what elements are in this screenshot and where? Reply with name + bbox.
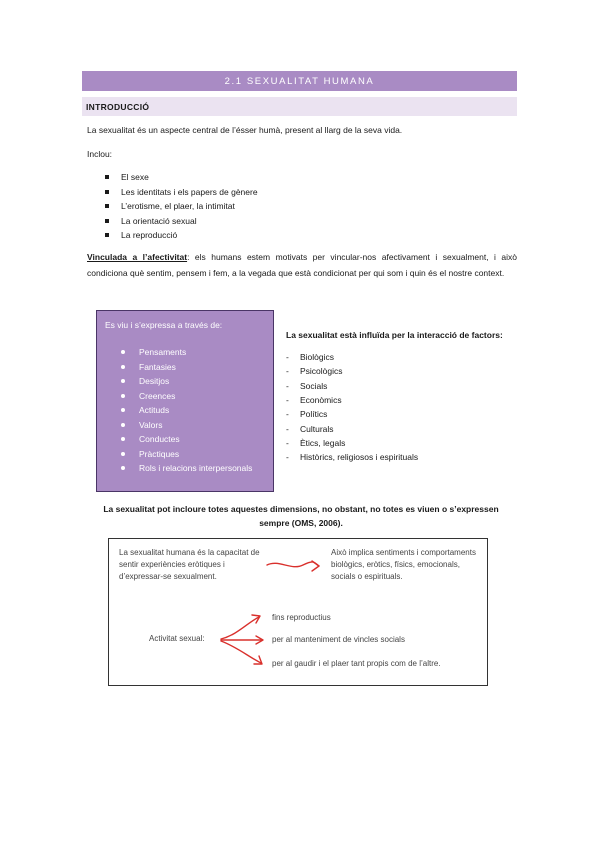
diagram-branch-2: per al manteniment de vincles socials (272, 635, 405, 644)
dash-icon: - (286, 437, 289, 448)
bullet-square-icon (105, 219, 109, 223)
bullet-dot-icon (121, 379, 125, 383)
list-item: - Psicològics (286, 366, 343, 377)
bullet-square-icon (105, 233, 109, 237)
list-item: Pràctiques (121, 447, 252, 462)
bullet-square-icon (105, 204, 109, 208)
section-title: 2.1 SEXUALITAT HUMANA (224, 75, 375, 87)
list-item: Fantasies (121, 360, 252, 375)
diagram-branch-3: per al gaudir i el plaer tant propis com de l’altre. (272, 659, 441, 668)
factors-heading: La sexualitat està influïda per la interacció de factors: (286, 330, 503, 340)
list-item: La reproducció (105, 228, 258, 243)
diagram-branch-1: fins reproductius (272, 613, 331, 622)
section-title-bar (82, 71, 517, 91)
list-item: La orientació sexual (105, 214, 258, 229)
bullet-dot-icon (121, 423, 125, 427)
dash-icon: - (286, 380, 289, 391)
diagram-activitat-label: Activitat sexual: (149, 634, 205, 643)
list-item: Les identitats i els papers de gènere (105, 185, 258, 200)
list-item: - Socials (286, 380, 328, 391)
dash-icon: - (286, 352, 289, 363)
diagram-arrows (109, 539, 489, 687)
arrow-main (267, 562, 319, 567)
bullet-dot-icon (121, 408, 125, 412)
bullet-dot-icon (121, 437, 125, 441)
list-item: Desitjos (121, 374, 252, 389)
list-item: - Biològics (286, 352, 335, 363)
list-item: Pensaments (121, 345, 252, 360)
factors-list (286, 350, 418, 464)
list-item: Creences (121, 389, 252, 404)
intro-heading-bar (82, 97, 517, 116)
arrow-branch-top (221, 617, 259, 639)
intro-paragraph: La sexualitat és un aspecte central de l’ésser humà, present al llarg de la seva vida. (87, 125, 403, 135)
list-item: - Polítics (286, 409, 328, 420)
arrow-branch-bottom (221, 641, 261, 663)
bullet-dot-icon (121, 365, 125, 369)
expressa-list (121, 345, 252, 476)
afectivitat-label: Vinculada a l’afectivitat (87, 252, 188, 262)
dimensions-note: La sexualitat pot incloure totes aquestes dimensions, no obstant, no totes es viuen o s’expressen sempre (OMS, 2006). (103, 504, 499, 528)
list-item: Rols i relacions interpersonals (121, 461, 252, 476)
expressa-box (96, 310, 274, 492)
list-item: L’erotisme, el plaer, la intimitat (105, 199, 258, 214)
bullet-dot-icon (121, 394, 125, 398)
bullet-dot-icon (121, 350, 125, 354)
dash-icon: - (286, 423, 289, 434)
sexuality-diagram (108, 538, 488, 686)
diagram-right-text: Això implica sentiments i comportaments biològics, eròtics, físics, emocionals, socials o espirituals. (331, 548, 476, 581)
list-item: - Històrics, religiosos i espirituals (286, 452, 419, 463)
inclou-label: Inclou: (87, 149, 113, 159)
bullet-square-icon (105, 190, 109, 194)
dash-icon: - (286, 395, 289, 406)
list-item: - Econòmics (286, 395, 342, 406)
bullet-dot-icon (121, 466, 125, 470)
afectivitat-paragraph (87, 250, 517, 281)
list-item: Actituds (121, 403, 252, 418)
list-item: - Culturals (286, 423, 334, 434)
diagram-left-text: La sexualitat humana és la capacitat de sentir experiències eròtiques i d’expressar-se sexualment. (119, 548, 260, 581)
bullet-dot-icon (121, 452, 125, 456)
bullet-square-icon (105, 175, 109, 179)
list-item: Valors (121, 418, 252, 433)
intro-heading: INTRODUCCIÓ (86, 101, 150, 112)
dash-icon: - (286, 366, 289, 377)
list-item: - Ètics, legals (286, 437, 346, 448)
list-item: Conductes (121, 432, 252, 447)
dash-icon: - (286, 452, 289, 463)
inclou-list (105, 170, 258, 243)
afectivitat-text: : els humans estem motivats per vincular-nos afectivament i sexualment, i això condiciona què sentim, pensem i fem, a la vegada que està condicionat per qui som i quin és el nostre context. (87, 252, 517, 278)
expressa-heading: Es viu i s’expressa a través de: (105, 320, 223, 330)
dash-icon: - (286, 409, 289, 420)
list-item: El sexe (105, 170, 258, 185)
